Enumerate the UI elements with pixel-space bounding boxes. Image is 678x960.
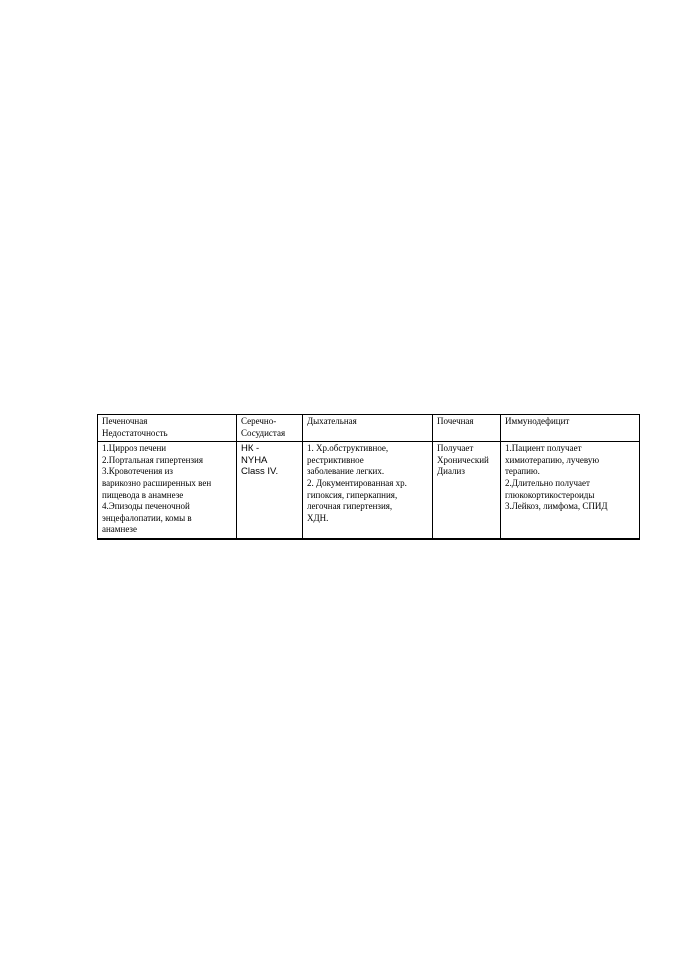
cell-respiratory: 1. Хр.обструктивное, рестриктивное заболевание легких. 2. Документированная хр. гипоксия, гиперкапния, легочная гипертензия, ХДН. xyxy=(303,442,433,539)
header-cardiovascular: Серечно- Сосудистая xyxy=(237,415,303,442)
cell-immunodeficiency: 1.Пациент получает химиотерапию, лучевую терапию. 2.Длительно получает глюкокортикостероиды 3.Лейкоз, лимфома, СПИД xyxy=(501,442,640,539)
cell-cardiovascular: НК - NYHA Class IV. xyxy=(237,442,303,539)
table-header-row xyxy=(98,415,640,442)
table-row xyxy=(98,442,640,539)
cell-renal: Получает Хронический Диализ xyxy=(433,442,501,539)
header-immunodeficiency: Иммунодефицит xyxy=(501,415,640,442)
header-renal: Почечная xyxy=(433,415,501,442)
cell-hepatic: 1.Цирроз печени 2.Портальная гипертензия 3.Кровотечения из варикозно расширенных вен пищевода в анамнезе 4.Эпизоды печеночной энцефалопатии, комы в анамнезе xyxy=(98,442,237,539)
header-hepatic: Печеночная Недостаточность xyxy=(98,415,237,442)
header-respiratory: Дыхательная xyxy=(303,415,433,442)
organ-failure-table xyxy=(97,414,640,540)
